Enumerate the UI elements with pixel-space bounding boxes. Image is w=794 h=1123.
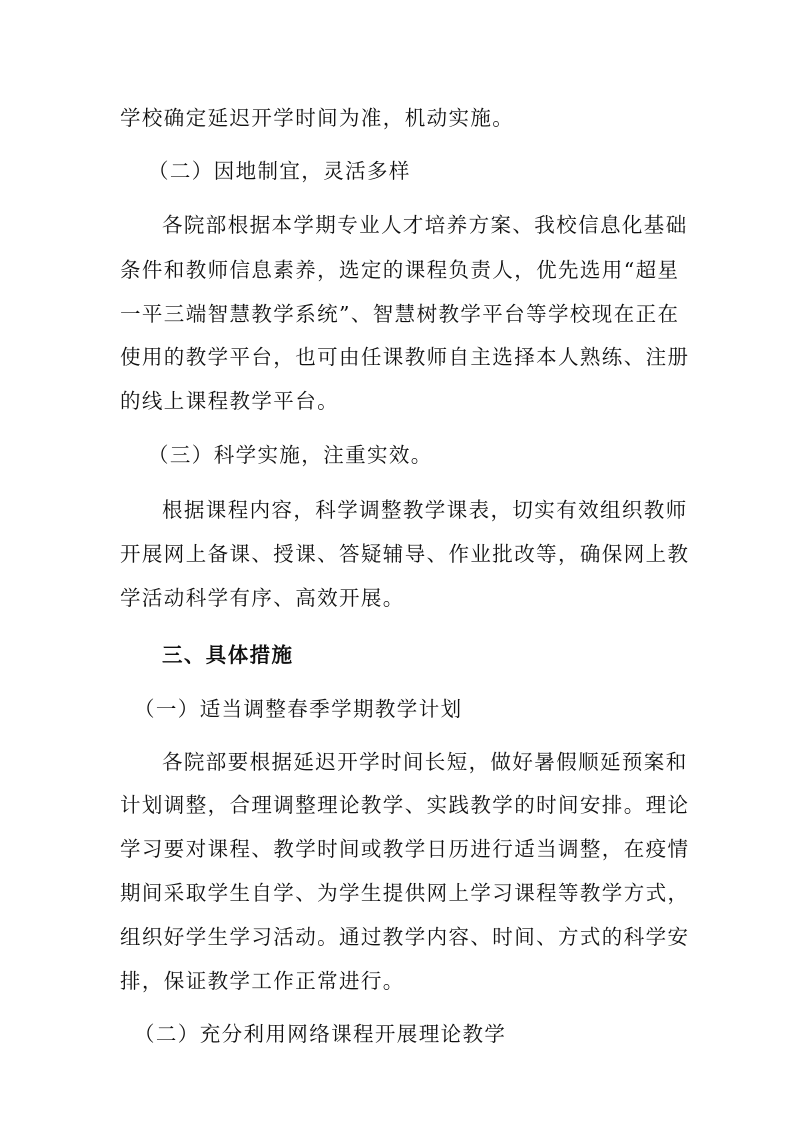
body-text-line: 组织好学生学习活动。通过教学内容、时间、方式的科学安 (120, 925, 690, 949)
subsection-heading: （三）科学实施，注重实效。 (148, 443, 433, 467)
paragraph-first-line: 各院部根据本学期专业人才培养方案、我校信息化基础 (162, 213, 688, 237)
body-text-line: 学活动科学有序、高效开展。 (120, 586, 405, 610)
body-text-line: 的线上课程教学平台。 (120, 389, 339, 413)
body-text-line: 使用的教学平台，也可由任课教师自主选择本人熟练、注册 (120, 345, 690, 369)
body-text-line: 一平三端智慧教学系统”、智慧树教学平台等学校现在正在 (120, 302, 680, 326)
section-heading: 三、具体措施 (162, 643, 294, 667)
paragraph-first-line: 各院部要根据延迟开学时间长短，做好暑假顺延预案和 (162, 750, 688, 774)
subsection-heading: （二）因地制宜，灵活多样 (148, 159, 411, 183)
body-text-line: 条件和教师信息素养，选定的课程负责人，优先选用“超星 (120, 258, 680, 282)
body-text-line: 学校确定延迟开学时间为准，机动实施。 (120, 106, 515, 130)
paragraph-first-line: 根据课程内容，科学调整教学课表，切实有效组织教师 (162, 498, 688, 522)
body-text-line: 计划调整，合理调整理论教学、实践教学的时间安排。理论 (120, 793, 690, 817)
body-text-line: 学习要对课程、教学时间或教学日历进行适当调整，在疫情 (120, 837, 690, 861)
body-text-line: 开展网上备课、授课、答疑辅导、作业批改等，确保网上教 (120, 542, 690, 566)
body-text-line: 期间采取学生自学、为学生提供网上学习课程等教学方式， (120, 881, 690, 905)
subsection-heading: （一）适当调整春季学期教学计划 (134, 697, 463, 721)
subsection-heading: （二）充分利用网络课程开展理论教学 (134, 1022, 507, 1046)
body-text-line: 排，保证教学工作正常进行。 (120, 969, 405, 993)
